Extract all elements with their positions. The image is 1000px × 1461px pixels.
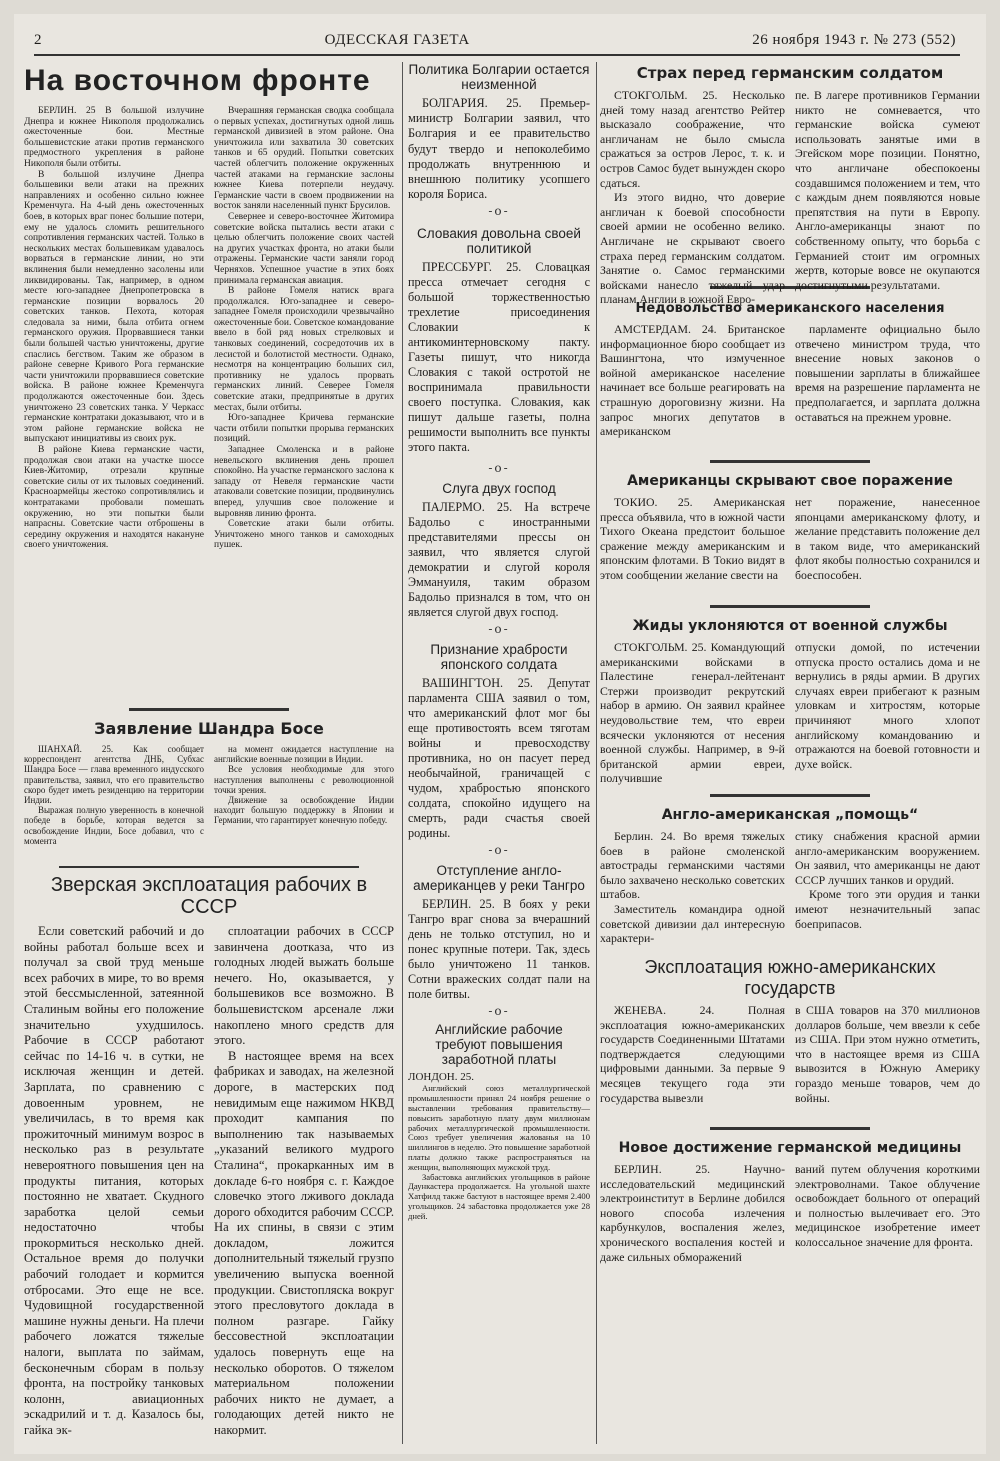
article-english-workers [408, 1022, 590, 1221]
column-rule [402, 62, 403, 1444]
headline: Недовольство американского населения [635, 301, 945, 316]
article-slovakia [408, 226, 590, 455]
paragraph: парламенте официально было отвечено министром труда, что внесение новых законов о повышении зарплаты в ближайшее время на разрешение парламента не предполагается, и зарплата должна оставаться на прежнем уровне. [795, 322, 980, 424]
headline: Английские рабочие требуют повышения заработной платы [435, 1022, 563, 1068]
column-2 [408, 60, 590, 1444]
headline: Зверская эксплоатация рабочих в СССР [50, 874, 368, 918]
article-ussr-workers [24, 874, 394, 1437]
paragraph: нет поражение, нанесенное японцами американскому флоту, и желание представить положение дел в таком виде, что американский флот якобы полностью сохранился и боеспособен. [795, 495, 980, 582]
paragraph: отпуски домой, по истечении отпуска просто остались дома и не вернулись в ряды армии. В других случаях евреи прибегают к разным уловкам и хитростям, которые причиняют много хлопот английскому командованию и отражаются на боевой готовности и духе войск. [795, 640, 980, 771]
paragraph: В настоящее время на всех фабриках и заводах, на железной дороге, в мастерских под невидимым еще нажимом НКВД проходит кампания по выполнению так называемых „указаний великого мудрого Сталина“, прокарканных им в докладе 6-го ноября с. г. Каждое словечко этого лживого доклада дорого обходится рабочим СССР. На их спины, в связи с этим докладом, ложится дополнительный тяжелый грузпо увеличению выпуска военной продукции. Свистопляска вокруг этого пресловутого доклада в полном разгаре. Гайку бессовестной эксплоатации удалось повернуть еще на несколько оборотов. О тяжелом материальном положении рабочих никто не думает, а голодающих детей никто не накормит. [214, 1048, 394, 1437]
article-japanese-soldier [408, 642, 590, 841]
header-rule [34, 54, 960, 56]
paragraph: БЕРЛИН. 25. Научно-исследовательский медицинский электроинститут в Берлине добился нового способа излечения карбункулов, воспаления желез, хронического воспаления костей и даже сильных обморажений [600, 1162, 785, 1264]
paragraph: пе. В лагере противников Германии никто не сомневается, что германские войска сумеют использовать занятые ими в Эгейском море позиции. Понятно, что англичане обеспокоены создавшимся положением и тем, что с каждым днем появляются новые препятствия на пути в Европу. Англо-американцы знают по собственному опыту, что борьба с Германией стоит им огромных жертв, которые вовсе не окупаются достигнутыми результатами. [795, 88, 980, 292]
issue-date: 26 ноября 1943 г. № 273 (552) [752, 32, 956, 48]
paragraph: ваний путем облучения короткими электроволнами. Такое облучение освобождает больного от операций и полностью вылечивает его. Это медицинское изобретение имеет колоссальное значение для фронта. [795, 1162, 980, 1249]
article-american-discontent [600, 301, 980, 454]
paragraph: В районе Киева германские части, продолжая свои атаки на участке шоссе Киев-Житомир, отрезали крупные советские силы от их тыловых соединений. Красноармейцы жестоко сопротивлялись и контратаками пробовали помешать окружению, но эти попытки были напрасны. Советские части отброшены в середину окружения и находятся накануне своего уничтожения. [24, 445, 204, 551]
paragraph: в США товаров на 370 миллионов долларов больше, чем ввезли к себе из США. При этом нужно отметить, что в настоящее время из США вывозится в Южную Америку гораздо меньше товаров, чем до войны. [795, 1003, 980, 1105]
headline: Словакия довольна своей политикой [417, 226, 581, 257]
section-divider [129, 708, 289, 711]
paragraph: Заместитель командира одной советской дивизии дал интересную характери- [600, 901, 785, 946]
paragraph: сплоатации рабочих в СССР завинчена доотказа, что из голодных людей выжать больше нечего. Но, оказывается, у большевиков все возможно. В большевистском арсенале лжи накоплено много средств для этого. [214, 924, 394, 1048]
paragraph: БЕРЛИН. 25 В большой излучине Днепра и южнее Никополя продолжались ожесточенные бои. Местные большевистские атаки против германского предмостного укрепления в районе Никополя были отбиты. [24, 106, 204, 169]
article-fear-german-soldier [600, 64, 980, 307]
newspaper-name: ОДЕССКАЯ ГАЗЕТА [324, 32, 470, 48]
paragraph: на момент ожидается наступление на английские военные позиции в Индии. [214, 744, 394, 765]
paragraph: Кроме того эти орудия и танки имеют незначительный запас боеприпасов. [795, 887, 980, 931]
paragraph: Движение за освобождение Индии находит большую поддержку в Японии и Германии, что гарантирует конечную победу. [214, 795, 394, 826]
paragraph: Выражая полную уверенность в конечной победе в борьбе, которая ведется за освобождение Индии, Босе добавил, что с момента [24, 805, 204, 846]
headline: Новое достижение германской медицины [618, 1140, 962, 1156]
column-1 [24, 60, 394, 1444]
newspaper-page [14, 14, 986, 1454]
paragraph: Юго-западнее Кричева германские части отбили попытки прорыва германских позиций. [214, 413, 394, 445]
article-badoglio [408, 481, 590, 620]
ornament-divider: -o- [488, 461, 510, 476]
paragraph: ЖЕНЕВА. 24. Полная эксплоатация южно-американских государств Соединенными Штатами подтверждается следующими цифровыми данными. За первые 9 месяцев текущего года эти государства вывезли [600, 1003, 785, 1105]
headline: Эксплоатация южно-американских государств [644, 957, 936, 998]
headline: Слуга двух господ [442, 481, 556, 497]
column-rule [596, 62, 597, 1444]
section-divider [710, 605, 870, 608]
article-eastern-front [24, 64, 394, 700]
ornament-divider: -o- [488, 622, 510, 637]
section-divider [710, 460, 870, 463]
paragraph: Вчерашняя германская сводка сообщала о первых успехах, достигнутых одной лишь германской дивизией в этом районе. Она уничтожила или захватила 30 советских танков и 65 орудий. Попытки советских частей облегчить положение окруженных частей атаками на германские заслоны южнее Киева потерпели неудачу. Германские части в своем продвижении на восток заняли населенный пункт Брусилов. [214, 106, 394, 212]
page-header [34, 32, 956, 52]
article-bulgaria [408, 62, 590, 202]
section-divider [710, 794, 870, 797]
column-3 [600, 60, 980, 1444]
ornament-divider: -o- [488, 1004, 510, 1019]
section-divider [710, 1127, 870, 1130]
paragraph: СТОКГОЛЬМ. 25. Несколько дней тому назад агентство Рейтер высказало соображение, что англичанам не было смысла сражаться за остров Лерос, т. к. и остров Самос будет вынужден скоро сдаться. [600, 88, 785, 190]
paragraph: ВАШИНГТОН. 25. Депутат парламента США заявил о том, что американский флот мог бы еще противостоять всем тяготам войны и превосходству противника, но он пасует перед необычайной, граничащей с чудом, храбростью японского солдата, спокойно идущего на смерть, ради счастья своей родины. [408, 676, 590, 841]
headline: Отступление англо-американцев у реки Тангро [413, 863, 585, 894]
article-americans-hide-defeat [600, 473, 980, 599]
headline: Американцы скрывают свое поражение [627, 473, 953, 489]
paragraph: БЕРЛИН. 25. В боях у реки Тангро враг снова за вчерашний день не только отступил, но и понес крупные потери. Так, здесь было уничтожено 11 танков. Сотни вражеских солдат пали на поле битвы. [408, 897, 590, 1002]
headline: Заявление Шандра Босе [94, 719, 324, 738]
headline: Жиды уклоняются от военной службы [632, 618, 948, 634]
paragraph: СТОКГОЛЬМ. 25. Командующий американскими войсками в Палестине генерал-лейтенант Стержи производит рекрутский набор в армию. Он заявил крайнее неудовольствие тем, что евреи всячески уклоняются от несения военной службы. Например, в 9-й британской армии евреи, получившие [600, 640, 785, 786]
paragraph: АМСТЕРДАМ. 24. Британское информационное бюро сообщает из Вашингтона, что измученное войной американское население начинает все больше реагировать на страшную дороговизну жизни. На запрос многих депутатов в американском [600, 322, 785, 439]
paragraph: Забастовка английских угольщиков в районе Даункастера продолжается. На угольной шахте Хатфилд также бастуют в настоящее время 2.400 угольщиков. 24 забастовка продолжается уже 28 дней. [408, 1171, 590, 1221]
paragraph: Все условия необходимые для этого наступления выполнены с революционной точки зрения. [214, 764, 394, 795]
paragraph: Западнее Смоленска и в районе невельского вклинения день прошел спокойно. На участке германского заслона к западу от Невеля германские части атаковали советские позиции, продвинулись вперед, улучшив свое положение и выровняв линию фронта. [214, 445, 394, 519]
paragraph: ТОКИО. 25. Американская пресса объявила, что в южной части Тихого Океана предстоит большое сражение между американским и японским флотами. В Токио видят в этом сообщении желание свести на [600, 495, 785, 582]
paragraph: Севернее и северо-восточнее Житомира советские войска пытались вести атаки с целью облегчить положение своих частей на других участках фронта, но атаки были отражены. Германские части заняли город Черняхов. Успешное участие в этих боях принимала германская авиация. [214, 211, 394, 286]
paragraph: БОЛГАРИЯ. 25. Премьер-министр Болгарии заявил, что Болгария и ее правительство будут твердо и непоколебимо продолжать внутреннюю и внешнюю политику усопшего короля Бориса. [408, 96, 590, 202]
headline: Англо-американская „помощь“ [661, 807, 919, 823]
article-tangro [408, 863, 590, 1002]
article-south-america [600, 957, 980, 1121]
paragraph: стику снабжения красной армии англо-американским вооружением. Он заявил, что американцы не дают СССР лучших танков и орудий. [795, 829, 980, 887]
paragraph: Берлин. 24. Во время тяжелых боев в районе смоленской автострады германскими частями было захвачено несколько советских штабов. [600, 829, 785, 902]
paragraph: В большой излучине Днепра большевики вели атаки на прежних направлениях и особенно сильно южнее Кременчуга. На 4-ый день ожесточенных боев, в которых враг понес большие потери, ему не удалось сломить решительного сопротивления германских частей. Только в нескольких местах большевикам удавалось ворваться в германские линии, но эти вклинения были немедленно засолены или ликвидированы. Так, например, в одном месте юго-западнее Днепропетровска в германские позиции ворвалось 20 советских танков. Пехота, которая следовала за ними, была отбита огнем германского оружия. Прорвавшиеся танки были большей частью уничтожены, другие спаслись бегством. Таким же образом в районе северне Кривого Рога германские части уничтожили прорвавшиеся советские войска. В районе южнее Кременчуга продолжаются ожесточенные бои. Здесь уничтожено 23 советских танка. У Черкасс германские контратаки доказывают, что и в этом районе германские войска не выпускают инициативы из своих рук. [24, 169, 204, 445]
article-military-service [600, 618, 980, 788]
paragraph: Английский союз металлургической промышленности принял 24 ноября решение о выставлении требования правительству—повысить заработную плату двум миллионам рабочих металлургической промышленности. Союз требует увеличения жалованья на 10 шиллингов в неделю. Это повышение заработной платы должно также распространяться на женщин, выполняющих мужской труд. [408, 1083, 590, 1172]
article-german-medicine [600, 1140, 980, 1272]
page-number: 2 [34, 32, 42, 48]
paragraph: ШАНХАЙ. 25. Как сообщает корреспондент агентства ДНБ, Субхас Шандра Босе — глава временного индусского правительства, заявил, что его правительство скоро будет иметь резиденцию на территории Индии. [24, 744, 204, 806]
paragraph: Советские атаки были отбиты. Уничтожено много танков и самоходных пушек. [214, 519, 394, 551]
section-divider [59, 866, 359, 868]
paragraph: В районе Гомеля натиск врага продолжался. Юго-западнее и северо-западнее Гомеля происходили чрезвычайно ожесточенные бои. Советское командование ввело в бой ряд новых стрелковых и танковых соединений, сосредоточив их в лесистой и болотистой местности. Однако, несмотря на концентрацию больших сил, противнику не удалось прорвать германских линий. Северее Гомеля советские атаки, предпринятые в других местах, были отбиты. [214, 286, 395, 413]
paragraph: Если советский рабочий и до войны работал больше всех и получал за свой труд меньше всех рабочих в мире, то во время этой бессмысленной, затеянной Сталиным войны его положение значительно ухудшилось. Рабочие в СССР работают сейчас по 14-16 ч. в сутки, не исключая женщин и детей. Зарплата, по сравнению с довоенным уровнем, не увеличилась, в то время как прожиточный минимум возрос в несколько раз в результате невероятного повышения цен на продукты питания, которых постоянно не хватает. Скудного заработка целой семьи недостаточно чтобы прокормиться несколько дней. Остальное время до получки рабочий голодает и кормится отбросами. Это еще не все. Чудовищной государственной машине нужны деньги. На плечи рабочего ложатся тяжелые налоги, выплата по займам, бесконечным сборам в пользу фронта, на постройку танковых колонн, авиационных эскадрилий и т. д. Казалось бы, гайка эк- [24, 924, 204, 1437]
paragraph: ЛОНДОН. 25. [408, 1071, 474, 1084]
paragraph: Из этого видно, что доверие англичан к боевой способности своей армии не особенно велико. Англичане не скрывают своего страха перед германским солдатом. Занятие о. Самос германскими войсками нанесло тяжелый удар планам Англии в южной Евро- [600, 190, 785, 307]
article-bose [24, 719, 394, 860]
headline: На восточном фронте [24, 64, 371, 97]
ornament-divider: -o- [488, 204, 510, 219]
paragraph: ПРЕССБУРГ. 25. Словацкая пресса отмечает сегодня с большой торжественностью трехлетие присоединения Словакии к антикоминтерновскому пакту. Газеты пишут, что никогда Словакия с такой остротой не воспринимала правильности своего поступка. Словакия, как пишут дальше газеты, полна решимости выполнить все пункты этого пакта. [408, 260, 590, 455]
headline: Признание храбрости японского солдата [430, 642, 568, 673]
headline: Политика Болгарии остается неизменной [408, 62, 590, 92]
headline: Страх перед германским солдатом [636, 64, 944, 82]
article-anglo-american-help [600, 807, 980, 949]
paragraph: ПАЛЕРМО. 25. На встрече Бадольо с иностранными представителями прессы он заявил, что является слугой демократии и слугой короля Эммануиля, таким образом Бадольо признался в том, что он является слугой двух господ. [408, 500, 590, 620]
ornament-divider: -o- [488, 843, 510, 858]
